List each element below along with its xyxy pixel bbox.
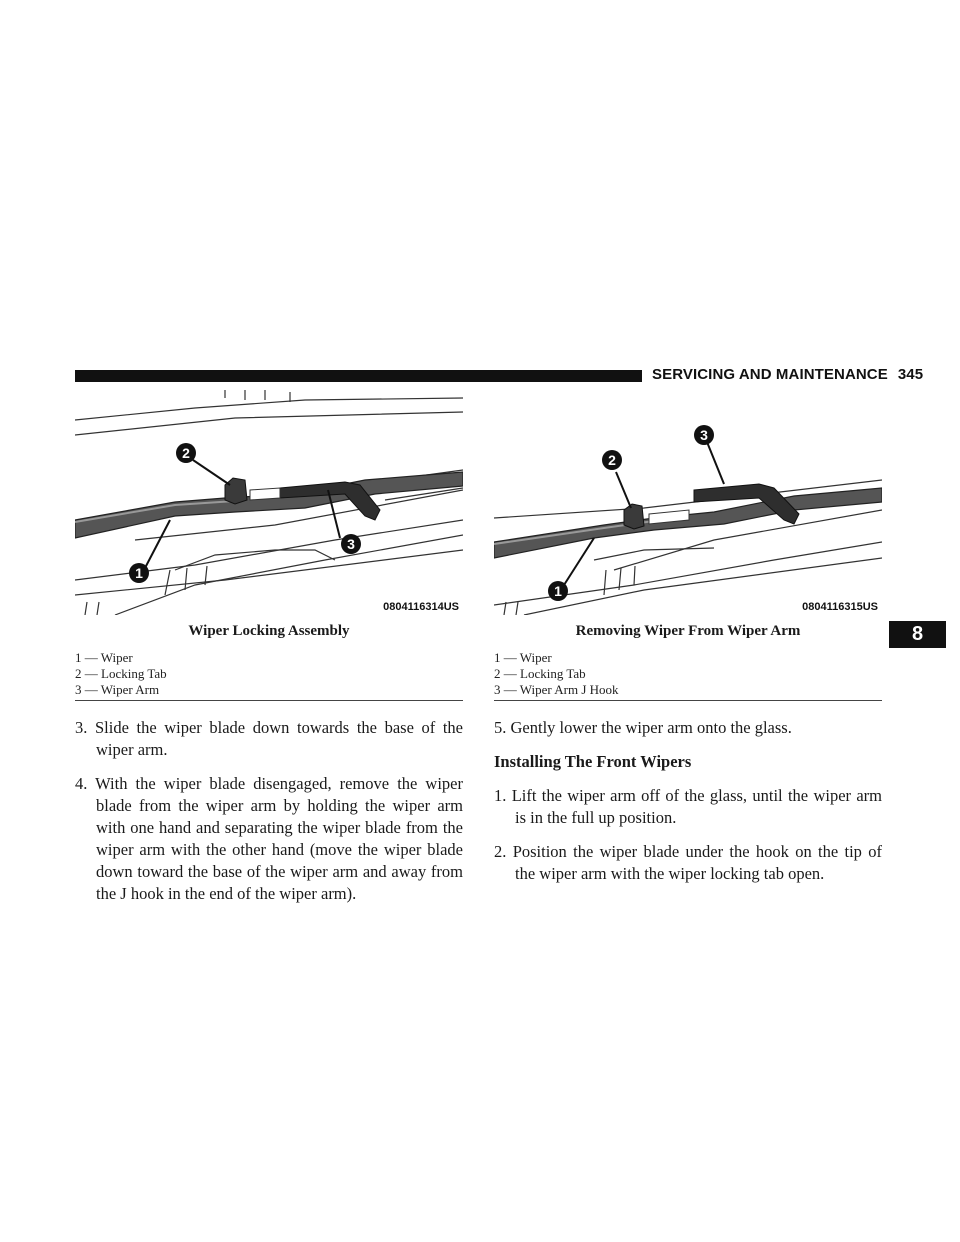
callout-label: 2: [608, 452, 616, 468]
callout-label: 1: [554, 583, 562, 599]
legend-item: 3 — Wiper Arm: [75, 682, 160, 697]
instruction-step: 2. Position the wiper blade under the hook on the tip of the wiper arm with the wiper locking tab open.: [494, 842, 882, 883]
callout-label: 2: [182, 445, 190, 461]
figure-image-code: 0804116314US: [383, 601, 459, 613]
page-number: 345: [897, 366, 924, 383]
legend-item: 1 — Wiper: [494, 650, 552, 665]
callout-1: [548, 581, 568, 601]
wiper-locking-illustration: [75, 390, 463, 615]
figure-caption: Wiper Locking Assembly: [188, 623, 350, 639]
section-tab: 8: [889, 621, 946, 648]
callout-2: [602, 450, 622, 470]
left-text-column: [75, 717, 463, 917]
callout-3: [694, 425, 714, 445]
callout-2: [176, 443, 196, 463]
callout-3: [341, 534, 361, 554]
section-subheading: Installing The Front Wipers: [494, 752, 692, 771]
callout-label: 1: [135, 565, 143, 581]
callout-label: 3: [347, 536, 355, 552]
instruction-step: 3. Slide the wiper blade down towards the base of the wiper arm.: [75, 718, 463, 759]
callout-label: 3: [700, 427, 708, 443]
header-section-title: SERVICING AND MAINTENANCE: [652, 366, 888, 383]
wiper-removal-illustration: [494, 390, 882, 615]
figure-legend: [494, 650, 882, 701]
instruction-step: 5. Gently lower the wiper arm onto the glass.: [494, 718, 792, 737]
callout-1: [129, 563, 149, 583]
figure-removing-wiper: [494, 390, 882, 615]
figure-caption: Removing Wiper From Wiper Arm: [575, 623, 801, 639]
legend-item: 2 — Locking Tab: [75, 666, 167, 681]
figure-image-code: 0804116315US: [802, 601, 878, 613]
figure-legend: [75, 650, 463, 701]
right-text-column: [494, 717, 882, 897]
legend-item: 3 — Wiper Arm J Hook: [494, 682, 619, 697]
legend-item: 2 — Locking Tab: [494, 666, 586, 681]
running-header: [652, 366, 923, 383]
instruction-step: 4. With the wiper blade disengaged, remove the wiper blade from the wiper arm by holding the wiper arm with one hand and separating the wiper blade from the wiper arm with the other hand (move the wiper blade down toward the base of the wiper arm and away from the J hook in the end of the wiper arm).: [75, 774, 463, 903]
figure-wiper-locking-assembly: [75, 390, 463, 615]
legend-item: 1 — Wiper: [75, 650, 133, 665]
instruction-step: 1. Lift the wiper arm off of the glass, until the wiper arm is in the full up position.: [494, 786, 882, 827]
header-rule: [75, 370, 642, 382]
